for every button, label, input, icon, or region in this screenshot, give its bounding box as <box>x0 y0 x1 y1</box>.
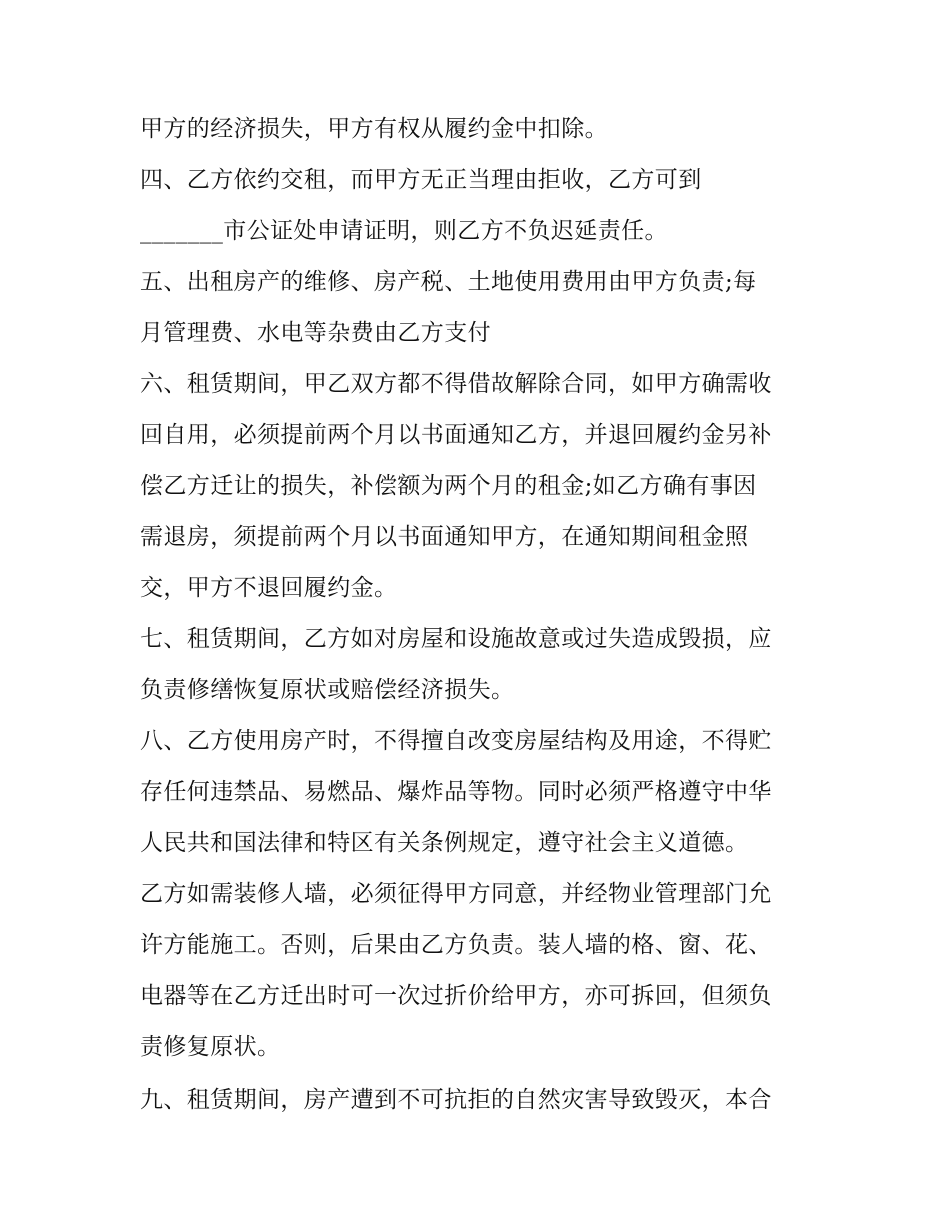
text-line: 甲方的经济损失，甲方有权从履约金中扣除。 <box>140 116 608 142</box>
text-line: 偿乙方迁让的损失，补偿额为两个月的租金;如乙方确有事因 <box>140 473 757 499</box>
clause-5-line: 五、出租房产的维修、房产税、土地使用费用由甲方负责;每 <box>140 269 757 295</box>
text-line: 存任何违禁品、易燃品、爆炸品等物。同时必须严格遵守中华 <box>140 779 772 805</box>
text-line: 回自用，必须提前两个月以书面通知乙方，并退回履约金另补 <box>140 422 772 448</box>
clause-6-line: 六、租赁期间，甲乙双方都不得借故解除合同，如甲方确需收 <box>140 371 772 397</box>
clause-8-line: 八、乙方使用房产时，不得擅自改变房屋结构及用途，不得贮 <box>140 728 772 754</box>
text-line: 责修复原状。 <box>140 1034 281 1060</box>
text-line: 月管理费、水电等杂费由乙方支付 <box>140 320 491 346</box>
text-line: 负责修缮恢复原状或赔偿经济损失。 <box>140 677 515 703</box>
text-line: 许方能施工。否则，后果由乙方负责。装人墙的格、窗、花、 <box>140 932 772 958</box>
clause-9-line: 九、租赁期间，房产遭到不可抗拒的自然灾害导致毁灭，本合 <box>140 1087 772 1113</box>
text-line: 乙方如需装修人墙，必须征得甲方同意，并经物业管理部门允 <box>140 881 772 907</box>
text-line: 人民共和国法律和特区有关条例规定，遵守社会主义道德。 <box>140 830 749 856</box>
text-line: 电器等在乙方迁出时可一次过折价给甲方，亦可拆回，但须负 <box>140 983 772 1009</box>
text-line: _______市公证处申请证明，则乙方不负迟延责任。 <box>140 218 668 244</box>
document-body <box>140 104 820 1126</box>
clause-7-line: 七、租赁期间，乙方如对房屋和设施故意或过失造成毁损，应 <box>140 626 772 652</box>
text-line: 需退房，须提前两个月以书面通知甲方，在通知期间租金照 <box>140 524 749 550</box>
clause-4-line: 四、乙方依约交租，而甲方无正当理由拒收，乙方可到 <box>140 167 702 193</box>
text-line: 交，甲方不退回履约金。 <box>140 575 398 601</box>
